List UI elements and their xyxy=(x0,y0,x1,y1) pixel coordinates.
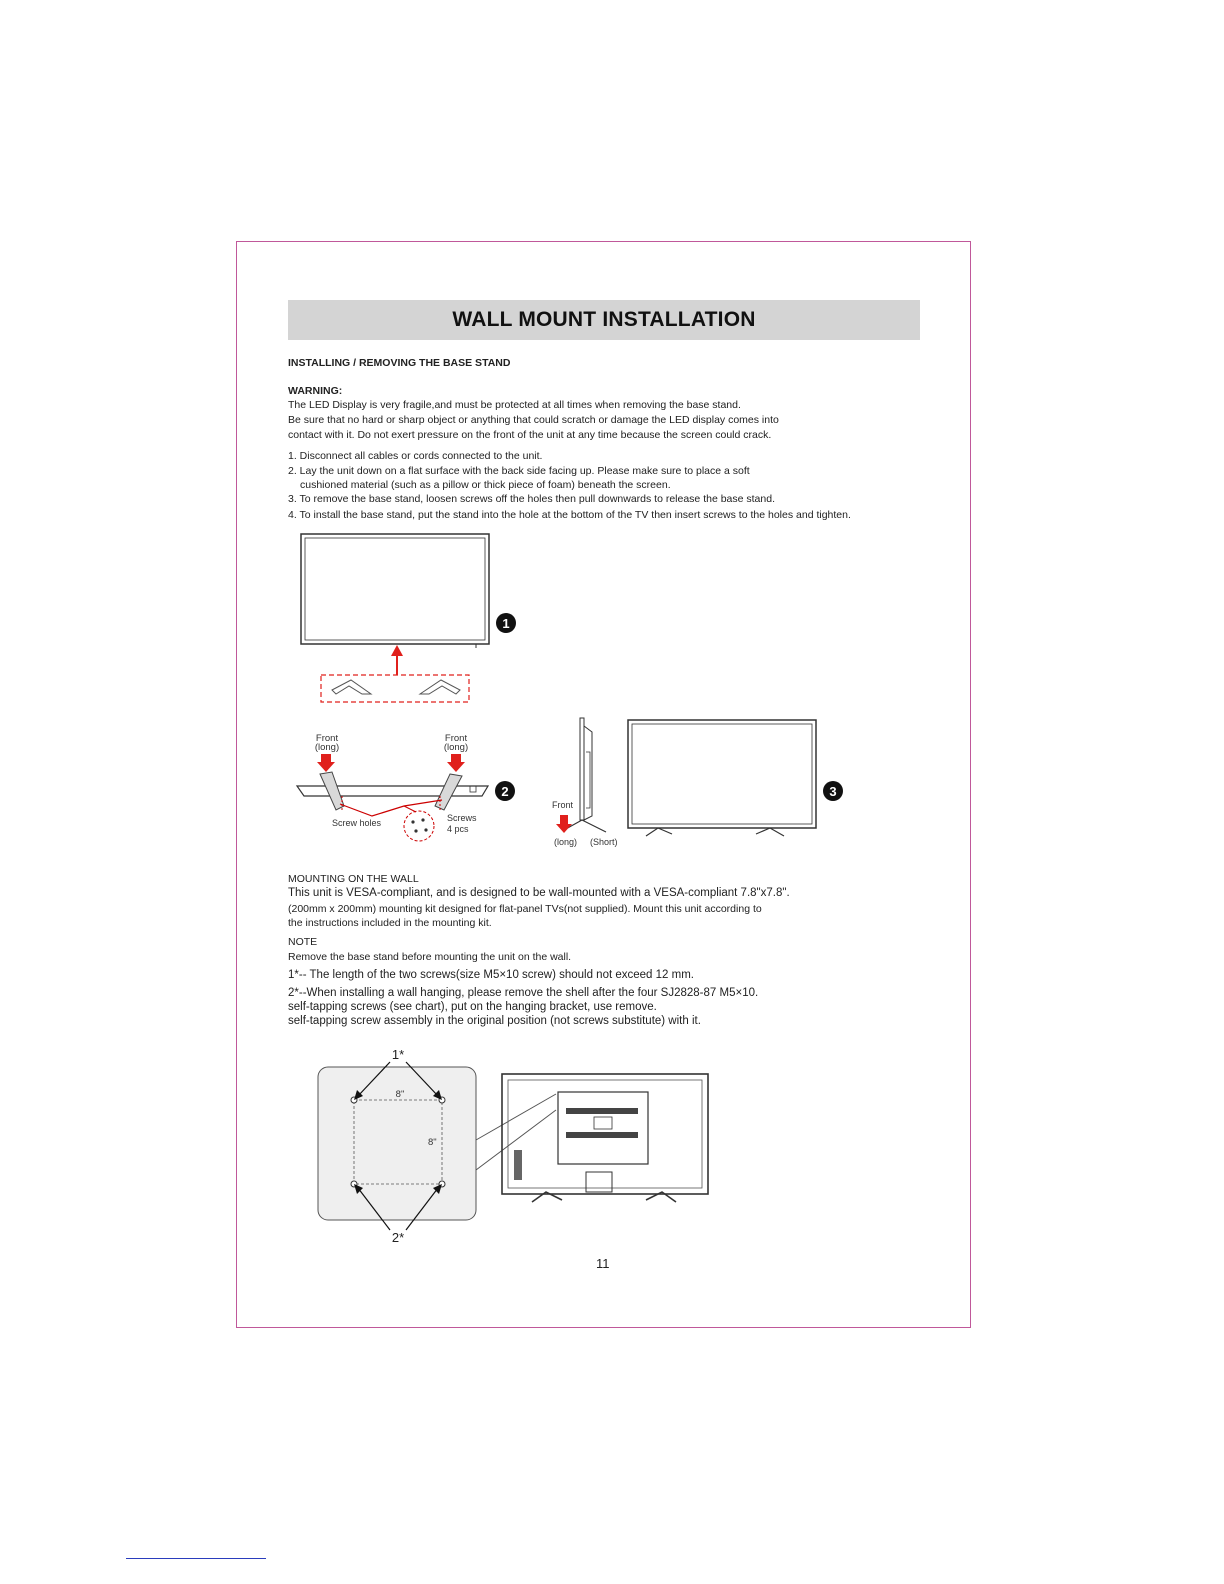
warning-line: The LED Display is very fragile,and must be protected at all times when removing the base stand. xyxy=(288,399,741,411)
connector-line xyxy=(340,800,442,816)
mounting-line: the instructions included in the mounting kit. xyxy=(288,917,492,929)
front-label: Front xyxy=(444,733,468,744)
step-number-1: 1 xyxy=(502,616,510,631)
stand-leg-left xyxy=(332,680,371,694)
arrow-down-right xyxy=(447,762,465,772)
note-item-2: 2*--When installing a wall hanging, please remove the shell after the four SJ2828-87 M5×10. xyxy=(288,987,759,999)
front-label: Front xyxy=(315,733,339,744)
note-line: Remove the base stand before mounting the unit on the wall. xyxy=(288,951,572,963)
warning-line: Be sure that no hard or sharp object or anything that could scratch or damage the LED display comes into xyxy=(288,414,779,426)
stand-leg-right xyxy=(435,774,462,810)
step-item: 4. To install the base stand, put the stand into the hole at the bottom of the TV then insert screws to the holes and tighten. xyxy=(288,509,851,521)
tv-ports xyxy=(514,1150,522,1180)
long-label: (long) xyxy=(443,742,469,753)
note-label: NOTE xyxy=(288,936,318,948)
dim-horizontal-label: 8" xyxy=(395,1089,405,1100)
ref-1-label: 1* xyxy=(391,1047,405,1062)
mounting-line: (200mm x 200mm) mounting kit designed for flat-panel TVs(not supplied). Mount this unit according to xyxy=(288,903,762,915)
figure-1-tv-front xyxy=(296,530,526,710)
step-number-3: 3 xyxy=(829,784,837,799)
step-item: 1. Disconnect all cables or cords connected to the unit. xyxy=(288,450,543,462)
tv-outline xyxy=(301,534,489,644)
step-item: cushioned material (such as a pillow or thick piece of foam) beneath the screen. xyxy=(300,479,671,491)
screw-holes-label: Screw holes xyxy=(332,818,382,828)
screws-circle xyxy=(404,811,434,841)
screws-count: 4 pcs xyxy=(447,824,469,834)
section-heading-mounting: MOUNTING ON THE WALL xyxy=(288,873,419,885)
warning-label: WARNING: xyxy=(288,385,343,397)
tv-screen xyxy=(305,538,485,640)
mounting-line: This unit is VESA-compliant, and is designed to be wall-mounted with a VESA-compliant 7.8"x7.8". xyxy=(288,887,790,899)
section-heading-base-stand: INSTALLING / REMOVING THE BASE STAND xyxy=(288,357,511,369)
long-label: (long) xyxy=(314,742,340,753)
note-item-1: 1*-- The length of the two screws(size M5×10 screw) should not exceed 12 mm. xyxy=(288,969,694,981)
figure-2-stand-install xyxy=(292,730,522,860)
figure-vesa-mounting xyxy=(310,1040,720,1250)
ref-2-label: 2* xyxy=(391,1230,405,1245)
title-bar xyxy=(288,300,920,340)
short-label: (Short) xyxy=(590,837,618,847)
note-item-2: self-tapping screws (see chart), put on the hanging bracket, use remove. xyxy=(288,1001,657,1013)
note-item-2: self-tapping screw assembly in the original position (not screws substitute) with it. xyxy=(288,1015,701,1027)
step-item: 2. Lay the unit down on a flat surface with the back side facing up. Please make sure to place a soft xyxy=(288,465,750,477)
long-label: (long) xyxy=(554,837,578,847)
front-stand-left xyxy=(646,828,672,836)
step-item: 3. To remove the base stand, loosen screws off the holes then pull downwards to release the base stand. xyxy=(288,493,775,505)
screws-label: Screws xyxy=(447,813,477,823)
tv-back-panel xyxy=(558,1092,648,1164)
stand-leg-right xyxy=(420,680,460,694)
step-number-2: 2 xyxy=(501,784,509,799)
warning-line: contact with it. Do not exert pressure on the front of the unit at any time because the screen could crack. xyxy=(288,429,772,441)
bottom-rule xyxy=(126,1558,266,1559)
dim-vertical-label: 8" xyxy=(428,1137,437,1148)
page-number: 11 xyxy=(596,1256,610,1271)
arrow-down-side xyxy=(556,824,572,833)
arrow-down-left xyxy=(317,762,335,772)
side-stand xyxy=(564,820,606,832)
page-title: WALL MOUNT INSTALLATION xyxy=(452,308,756,331)
front-stand-right xyxy=(756,828,784,836)
side-front-label: Front xyxy=(552,800,574,810)
arrow-up-head xyxy=(391,645,403,656)
tv-front-outline xyxy=(628,720,816,828)
tv-side-profile xyxy=(584,726,592,820)
figure-3-tv-with-stand xyxy=(546,712,856,854)
